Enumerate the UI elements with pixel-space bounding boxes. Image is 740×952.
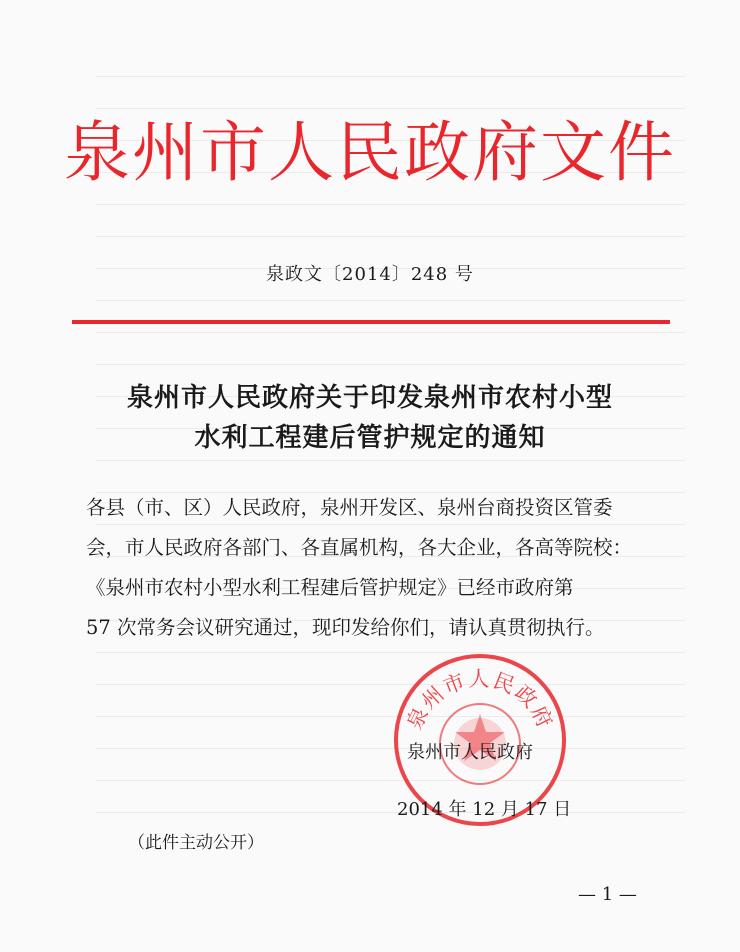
- document-title: [0, 378, 740, 458]
- document-number: 泉政文〔2014〕248 号: [266, 264, 474, 285]
- signer-name: 泉州市人民政府: [407, 742, 533, 763]
- body-line-3: 《泉州市农村小型水利工程建后管护规定》已经市政府第: [86, 576, 574, 599]
- seal-text: 泉州市人民政府: [402, 666, 558, 734]
- document-header-title: 泉州市人民政府文件: [64, 114, 676, 191]
- disclosure-note: （此件主动公开）: [128, 833, 264, 853]
- page-number: — 1 —: [578, 884, 637, 905]
- document-body: [86, 488, 686, 648]
- body-line-4: 57 次常务会议研究通过，现印发给你们，请认真贯彻执行。: [86, 616, 605, 639]
- document-title-line-1: 泉州市人民政府关于印发泉州市农村小型: [126, 383, 613, 413]
- red-divider-line: [72, 320, 670, 324]
- issue-date: 2014 年 12 月 17 日: [397, 799, 572, 820]
- body-line-2: 会，市人民政府各部门、各直属机构，各大企业，各高等院校：: [86, 536, 633, 559]
- document-title-line-2: 水利工程建后管护规定的通知: [194, 423, 546, 453]
- body-line-1: 各县（市、区）人民政府，泉州开发区、泉州台商投资区管委: [86, 496, 613, 519]
